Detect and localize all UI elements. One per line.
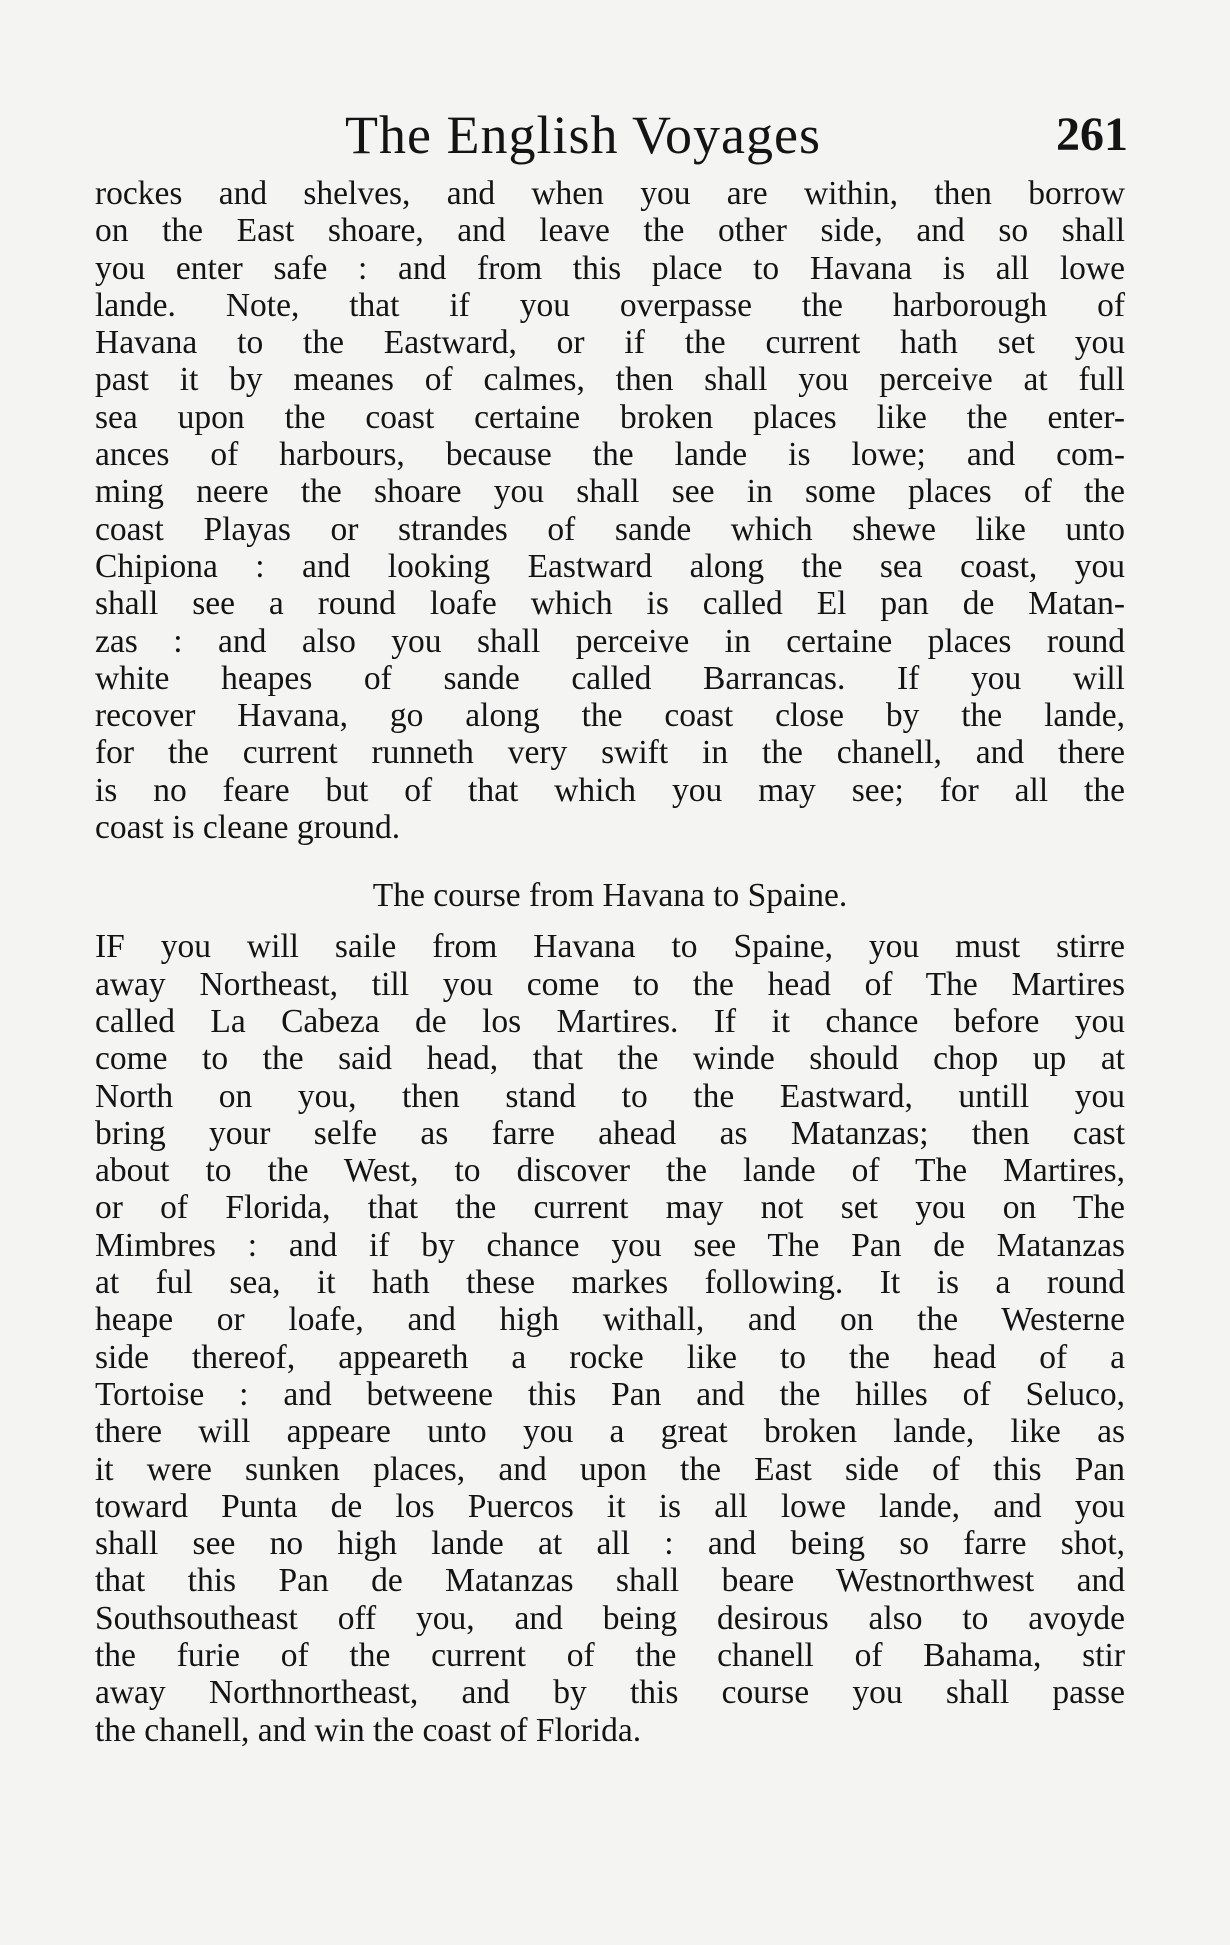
text-line: North on you, then stand to the Eastward, untill you xyxy=(95,1077,1125,1115)
text-line: about to the West, to discover the lande of The Martires, xyxy=(95,1152,1125,1190)
text-line: white heapes of sande called Barrancas. If you will xyxy=(95,659,1125,697)
text-line: heape or loafe, and high withall, and on the Westerne xyxy=(95,1301,1125,1339)
paragraph-1 xyxy=(95,175,1125,846)
text-line: toward Punta de los Puercos it is all lowe lande, and you xyxy=(95,1487,1125,1525)
book-page xyxy=(95,95,1128,1749)
text-line: past it by meanes of calmes, then shall you perceive at full xyxy=(95,361,1125,399)
section-heading: The course from Havana to Spaine. xyxy=(372,877,848,915)
text-line: bring your selfe as farre ahead as Matanzas; then cast xyxy=(95,1114,1125,1152)
text-line: shall see a round loafe which is called El pan de Matan- xyxy=(95,585,1125,623)
text-line: you enter safe : and from this place to Havana is all lowe xyxy=(95,249,1125,287)
running-title: The English Voyages xyxy=(345,105,821,165)
text-line: or of Florida, that the current may not set you on The xyxy=(95,1189,1125,1227)
text-line: coast is cleane ground. xyxy=(95,809,401,847)
text-line: on the East shoare, and leave the other side, and so shall xyxy=(95,212,1125,250)
text-line: it were sunken places, and upon the East side of this Pan xyxy=(95,1450,1125,1488)
text-line: zas : and also you shall perceive in certaine places round xyxy=(95,622,1125,660)
paragraph-2 xyxy=(95,928,1125,1749)
text-line: Tortoise : and betweene this Pan and the hilles of Seluco, xyxy=(95,1375,1125,1413)
text-line: ming neere the shoare you shall see in some places of the xyxy=(95,473,1125,511)
text-line: ances of harbours, because the lande is lowe; and com- xyxy=(95,436,1125,474)
text-line: sea upon the coast certaine broken places like the enter- xyxy=(95,398,1125,436)
text-line: come to the said head, that the winde should chop up at xyxy=(95,1040,1125,1078)
text-line: Mimbres : and if by chance you see The Pan de Matanzas xyxy=(95,1226,1125,1264)
text-line: away Northnortheast, and by this course you shall passe xyxy=(95,1674,1125,1712)
text-line: recover Havana, go along the coast close by the lande, xyxy=(95,697,1125,735)
text-line: lande. Note, that if you overpasse the harborough of xyxy=(95,286,1125,324)
text-line: shall see no high lande at all : and being so farre shot, xyxy=(95,1525,1125,1563)
text-line: for the current runneth very swift in the chanell, and there xyxy=(95,734,1125,772)
text-line: coast Playas or strandes of sande which shewe like unto xyxy=(95,510,1125,548)
text-line: the chanell, and win the coast of Florida. xyxy=(95,1711,642,1749)
text-line: away Northeast, till you come to the head of The Martires xyxy=(95,965,1125,1003)
text-line: is no feare but of that which you may see; for all the xyxy=(95,771,1125,809)
text-line: rockes and shelves, and when you are within, then borrow xyxy=(95,175,1125,212)
text-line: side thereof, appeareth a rocke like to the head of a xyxy=(95,1338,1125,1376)
text-line: Havana to the Eastward, or if the current hath set you xyxy=(95,324,1125,362)
page-number: 261 xyxy=(1056,108,1128,161)
text-line: Southsoutheast off you, and being desirous also to avoyde xyxy=(95,1599,1125,1637)
text-line: Chipiona : and looking Eastward along the sea coast, you xyxy=(95,547,1125,585)
text-line: the furie of the current of the chanell of Bahama, stir xyxy=(95,1636,1125,1674)
text-line: called La Cabeza de los Martires. If it chance before you xyxy=(95,1002,1125,1040)
text-line: IF you will saile from Havana to Spaine, you must stirre xyxy=(95,928,1125,966)
running-head xyxy=(95,95,1128,175)
text-line: at ful sea, it hath these markes following. It is a round xyxy=(95,1264,1125,1302)
text-line: there will appeare unto you a great broken lande, like as xyxy=(95,1413,1125,1451)
text-line: that this Pan de Matanzas shall beare Westnorthwest and xyxy=(95,1562,1125,1600)
